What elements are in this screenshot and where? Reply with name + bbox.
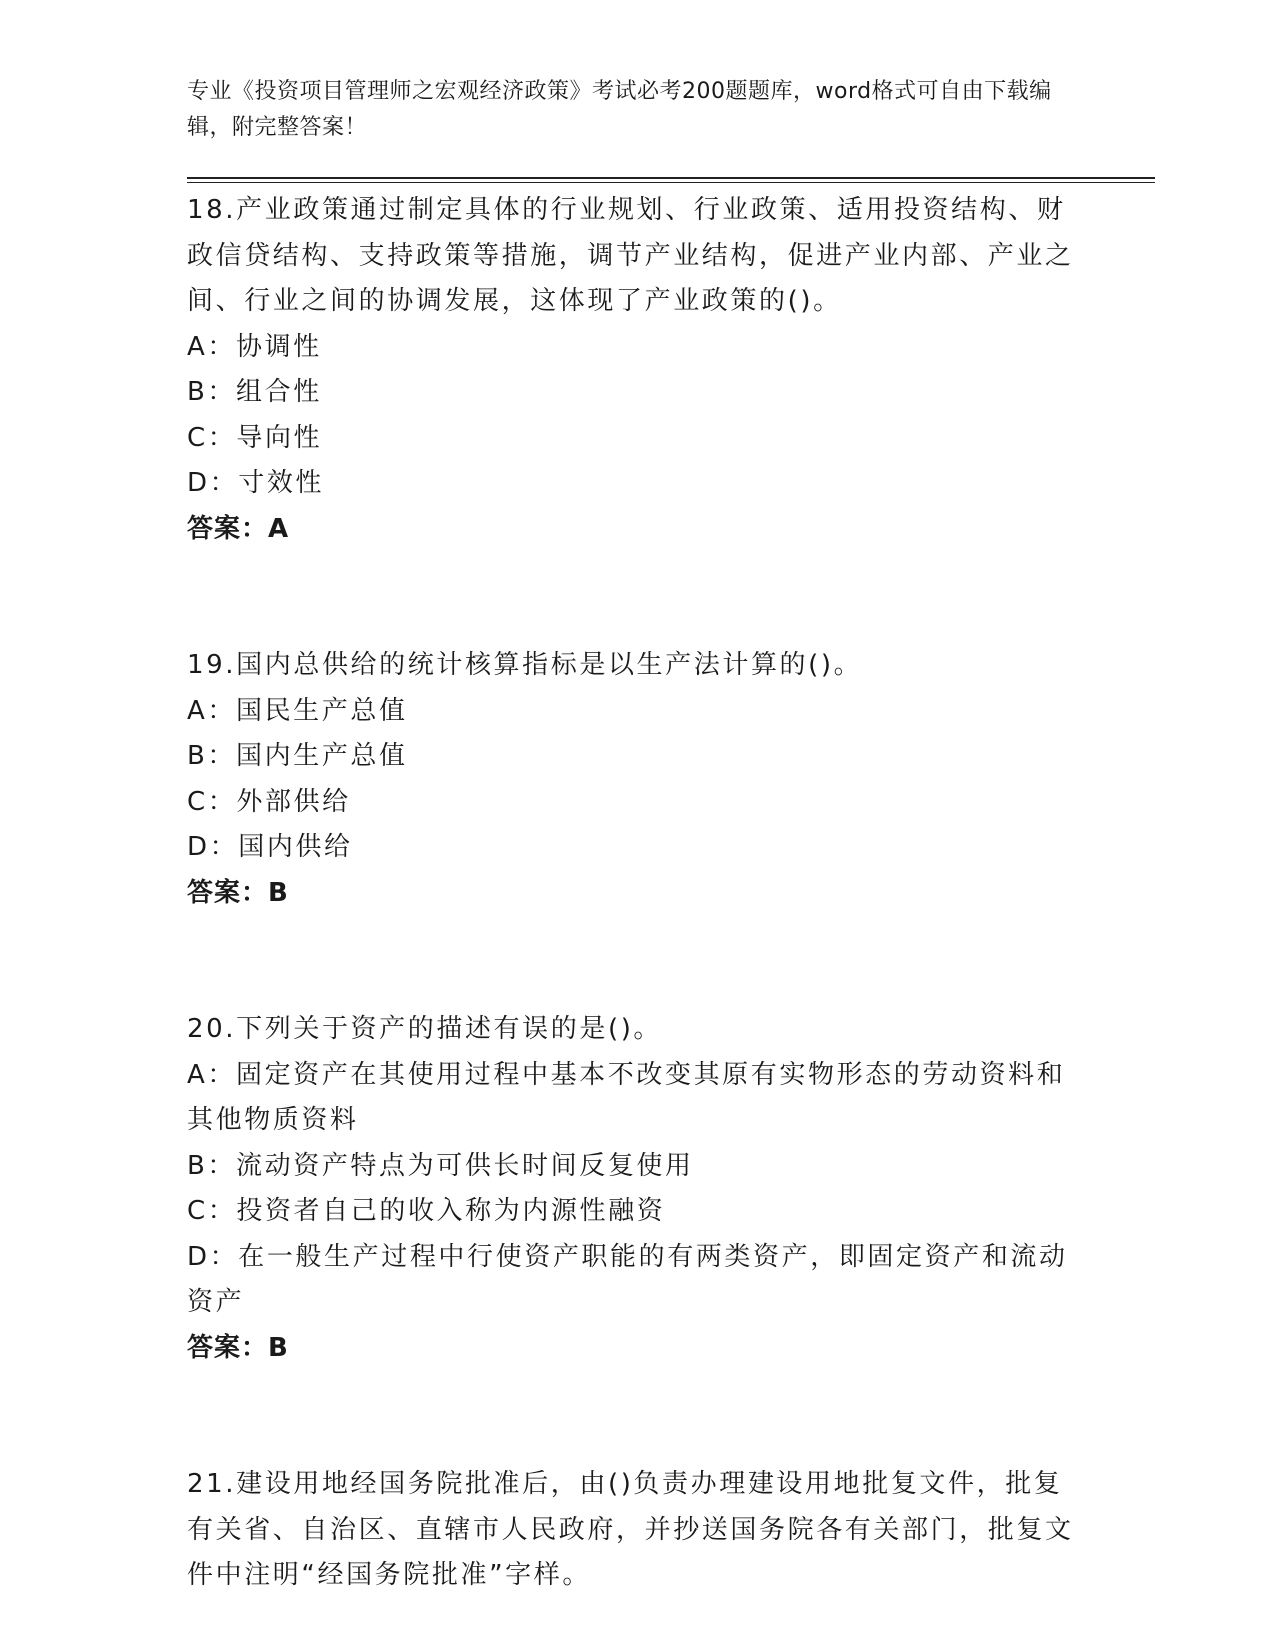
option-a: A：固定资产在其使用过程中基本不改变其原有实物形态的劳动资料和其他物质资料 [187, 1059, 1066, 1135]
question-text: 19.国内总供给的统计核算指标是以生产法计算的()。 [187, 650, 863, 680]
question-18 [187, 188, 1077, 552]
option-b: B：组合性 [187, 377, 322, 407]
option-b: B：国内生产总值 [187, 741, 408, 771]
question-19 [187, 643, 1077, 916]
question-spacer [187, 916, 1077, 1007]
header-rule-thin [187, 182, 1155, 183]
option-c: C：导向性 [187, 422, 323, 453]
answer: 答案：B [187, 877, 289, 908]
option-d: D：在一般生产过程中行使资产职能的有两类资产，即固定资产和流动资产 [187, 1241, 1068, 1317]
question-spacer [187, 552, 1077, 643]
question-21 [187, 1462, 1077, 1599]
option-c: C：投资者自己的收入称为内源性融资 [187, 1196, 666, 1226]
question-spacer [187, 1371, 1077, 1462]
option-c: C：外部供给 [187, 786, 351, 817]
option-d: D：寸效性 [187, 468, 325, 498]
question-text: 20.下列关于资产的描述有误的是()。 [187, 1014, 663, 1044]
option-a: A：协调性 [187, 331, 322, 362]
question-list [187, 188, 1077, 1599]
answer: 答案：A [187, 513, 290, 544]
answer: 答案：B [187, 1332, 289, 1363]
question-text: 21.建设用地经国务院批准后，由()负责办理建设用地批复文件，批复有关省、自治区、直辖市人民政府，并抄送国务院各有关部门，批复文件中注明“经国务院批准”字样。 [187, 1469, 1074, 1590]
option-b: B：流动资产特点为可供长时间反复使用 [187, 1150, 694, 1181]
header-rule-thick [187, 177, 1155, 179]
question-text: 18.产业政策通过制定具体的行业规划、行业政策、适用投资结构、财政信贷结构、支持政策等措施，调节产业结构，促进产业内部、产业之间、行业之间的协调发展，这体现了产业政策的()。 [187, 195, 1074, 316]
question-20 [187, 1007, 1077, 1371]
option-a: A：国民生产总值 [187, 695, 408, 726]
option-d: D：国内供给 [187, 832, 353, 862]
document-header: 专业《投资项目管理师之宏观经济政策》考试必考200题题库，word格式可自由下载编辑，附完整答案！ [187, 79, 1052, 140]
